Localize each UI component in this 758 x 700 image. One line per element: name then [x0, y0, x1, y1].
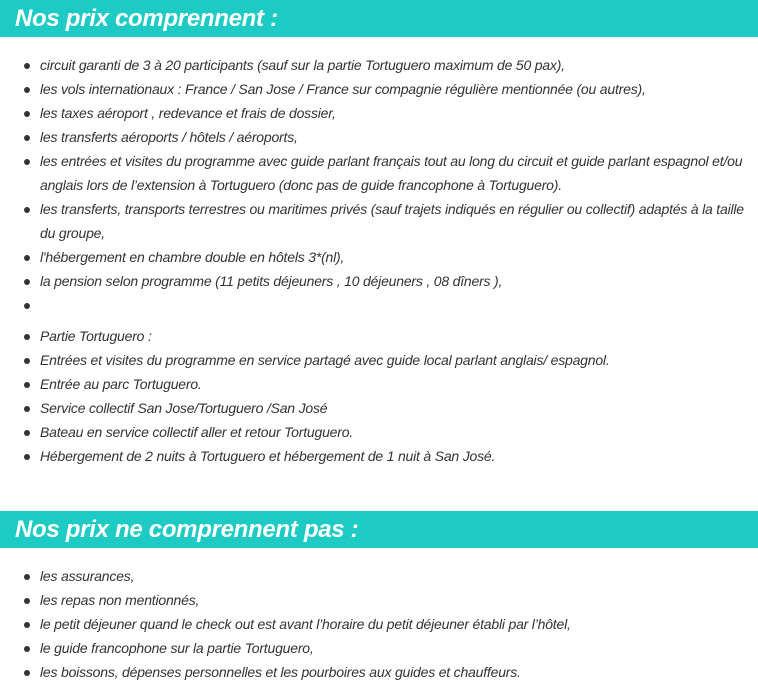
included-item-text: les vols internationaux : France / San Jose / France sur compagnie régulière mentionnée (ou autres),	[40, 81, 646, 97]
included-list-item	[24, 245, 758, 269]
bullet-icon	[24, 358, 30, 364]
bullet-icon	[24, 430, 30, 436]
bullet-icon	[24, 622, 30, 628]
included-list-item	[24, 53, 758, 77]
included-list-item	[24, 324, 758, 348]
included-item-text: la pension selon programme (11 petits déjeuners , 10 déjeuners , 08 dîners ),	[40, 273, 503, 289]
included-list-item	[24, 420, 758, 444]
included-item-text: Entrée au parc Tortuguero.	[40, 376, 202, 392]
excluded-heading: Nos prix ne comprennent pas :	[0, 511, 758, 548]
bullet-icon	[24, 670, 30, 676]
included-list	[0, 53, 758, 468]
excluded-list	[0, 564, 758, 684]
included-item-text: les taxes aéroport , redevance et frais de dossier,	[40, 105, 336, 121]
bullet-icon	[24, 63, 30, 69]
bullet-icon	[24, 255, 30, 261]
excluded-list-item	[24, 636, 758, 660]
excluded-item-text: le guide francophone sur la partie Tortuguero,	[40, 640, 314, 656]
included-item-text: les transferts, transports terrestres ou maritimes privés (sauf trajets indiqués en régulier ou collectif) adaptés à la taille du groupe,	[40, 201, 744, 241]
bullet-icon	[24, 111, 30, 117]
bullet-icon	[24, 303, 30, 309]
excluded-item-text: les assurances,	[40, 568, 135, 584]
excluded-item-text: les boissons, dépenses personnelles et les pourboires aux guides et chauffeurs.	[40, 664, 521, 680]
excluded-list-item	[24, 564, 758, 588]
excluded-list-item	[24, 612, 758, 636]
included-list-item	[24, 101, 758, 125]
excluded-section	[0, 511, 758, 684]
included-list-item	[24, 77, 758, 101]
included-list-item	[24, 444, 758, 468]
included-list-item	[24, 293, 758, 324]
bullet-icon	[24, 382, 30, 388]
included-list-item	[24, 125, 758, 149]
included-list-item	[24, 269, 758, 293]
included-list-item	[24, 197, 758, 245]
included-item-text: les entrées et visites du programme avec guide parlant français tout au long du circuit et guide parlant espagnol et/ou anglais lors de l’extension à Tortuguero (donc pas de guide francophone à Tortuguero).	[40, 153, 743, 193]
included-list-item	[24, 348, 758, 372]
included-list-item	[24, 396, 758, 420]
included-list-item	[24, 149, 758, 197]
bullet-icon	[24, 646, 30, 652]
bullet-icon	[24, 598, 30, 604]
included-item-text: Service collectif San Jose/Tortuguero /San José	[40, 400, 328, 416]
bullet-icon	[24, 87, 30, 93]
bullet-icon	[24, 454, 30, 460]
included-item-text: circuit garanti de 3 à 20 participants (sauf sur la partie Tortuguero maximum de 50 pax),	[40, 57, 565, 73]
bullet-icon	[24, 279, 30, 285]
bullet-icon	[24, 207, 30, 213]
excluded-list-item	[24, 588, 758, 612]
excluded-list-item	[24, 660, 758, 684]
included-item-text: Hébergement de 2 nuits à Tortuguero et hébergement de 1 nuit à San José.	[40, 448, 496, 464]
included-list-item	[24, 372, 758, 396]
bullet-icon	[24, 159, 30, 165]
included-item-text: Partie Tortuguero :	[40, 328, 152, 344]
included-heading: Nos prix comprennent :	[0, 0, 758, 37]
bullet-icon	[24, 406, 30, 412]
included-item-text: les transferts aéroports / hôtels / aéroports,	[40, 129, 298, 145]
bullet-icon	[24, 574, 30, 580]
included-item-text: l'hébergement en chambre double en hôtels 3*(nl),	[40, 249, 345, 265]
excluded-item-text: les repas non mentionnés,	[40, 592, 200, 608]
excluded-item-text: le petit déjeuner quand le check out est avant l’horaire du petit déjeuner établi par l’hôtel,	[40, 616, 571, 632]
bullet-icon	[24, 334, 30, 340]
included-item-text: Bateau en service collectif aller et retour Tortuguero.	[40, 424, 353, 440]
bullet-icon	[24, 135, 30, 141]
included-item-text: Entrées et visites du programme en service partagé avec guide local parlant anglais/ espagnol.	[40, 352, 610, 368]
